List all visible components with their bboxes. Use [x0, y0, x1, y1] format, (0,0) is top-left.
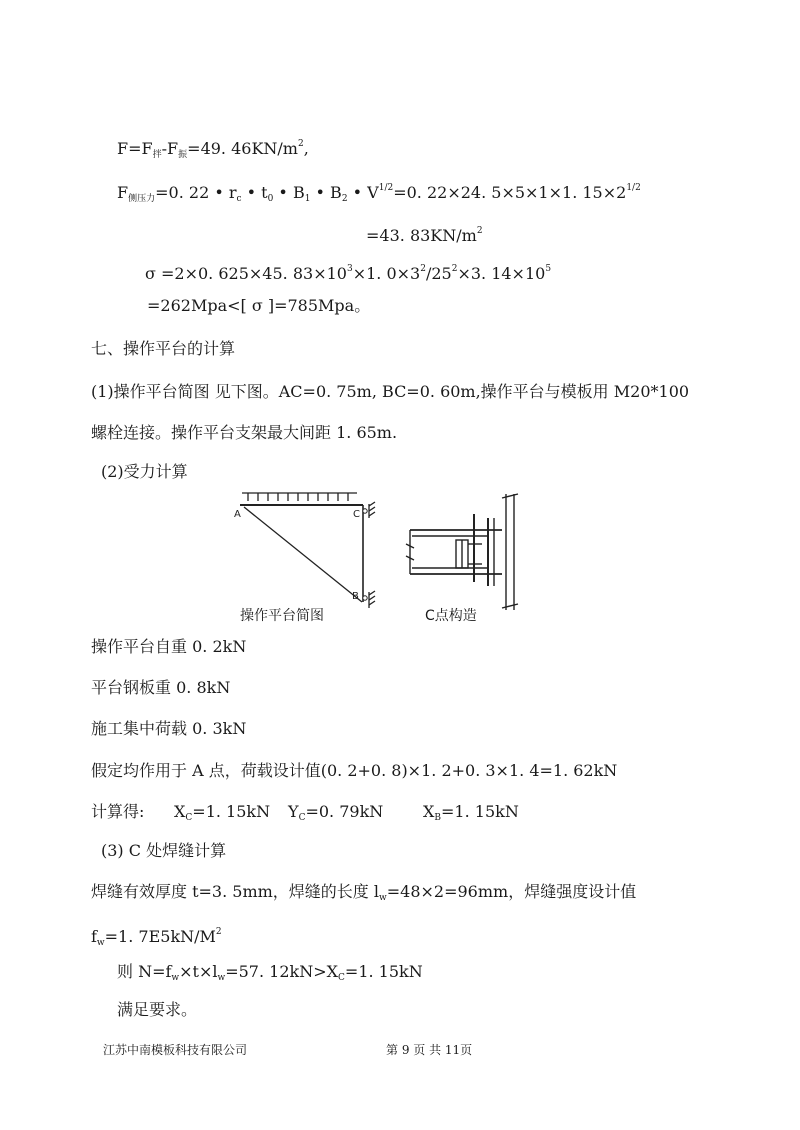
formula-sigma: σ =2×0. 625×45. $83\times 10^3\times 1$. $0\times 3^2/25^2\times 3$. $14\times 10^5$ [145, 264, 552, 283]
load-arrows [248, 493, 348, 501]
load-self-weight: 操作平台自重 0. 2kN [91, 637, 247, 656]
formula-sigma-result: =262Mpa<[ σ ]=785Mpa。 [147, 296, 371, 315]
label-b: B [352, 591, 359, 602]
section3-heading: (3) C 处焊缝计算 [101, 841, 227, 860]
footer-company: 江苏中南模板科技有限公司 [103, 1043, 248, 1057]
item1-line1: (1)操作平台简图 见下图。AC=0. 75m, BC=0. 60m,操作平台与模板用 M20*100 [91, 382, 690, 401]
pin-b [363, 596, 367, 600]
formula-side-pressure: $F_{侧压力}=0$. 22 • $r_c$ • $t_0$ • $B_1$ • $B_2$ • $V^{1/2}=0$. 22×24. 5×5×1×1. $15\times 2^{1/2}$ [117, 183, 641, 204]
conclusion: 满足要求。 [117, 1000, 198, 1019]
label-c: C [353, 509, 360, 520]
result-xb: $X_B=1$. 15kN [423, 802, 519, 823]
footer-page-number: 第 9 页 共 11页 [386, 1043, 473, 1057]
item2-heading: (2)受力计算 [101, 462, 188, 481]
diagonal-ab [244, 507, 362, 602]
formula-f-line: $F=F_拌-F_振=49$. $46KN/m^2$, [117, 139, 309, 160]
label-a: A [234, 509, 241, 520]
pin-c [363, 509, 367, 513]
node-c-diagram [398, 486, 530, 614]
section-heading-7: 七、操作平台的计算 [91, 339, 236, 358]
load-plate-weight: 平台钢板重 0. 8kN [91, 678, 231, 697]
platform-diagram [234, 484, 384, 616]
results-label: 计算得: [91, 802, 145, 821]
weld-line1: 焊缝有效厚度 t=3. 5mm，焊缝的长度 $l_w=48\times 2=96mm$，焊缝强度设计值 [91, 882, 637, 903]
weld-line2: $f_w=1$. $7E5kN/M^2$ [91, 927, 222, 948]
item1-line2: 螺栓连接。操作平台支架最大间距 1. 65m. [91, 423, 398, 442]
platform-caption: 操作平台简图 [240, 608, 324, 624]
result-yc: $Y_C=0$. 79kN [288, 802, 384, 823]
load-construction: 施工集中荷载 0. 3kN [91, 719, 247, 738]
result-xc: $X_C=1$. 15kN [174, 802, 271, 823]
weld-line3: 则 $N=f_w\times t\times l_w=57$. $12kN>X_C=1$. 15kN [117, 962, 423, 983]
load-design-value: 假定均作用于 A 点，荷载设计值(0. 2+0. 8)×1. 2+0. 3×1. 4=1. 62kN [91, 761, 618, 780]
node-c-caption: C点构造 [425, 608, 477, 624]
formula-side-result: =43. $83KN/m^2$ [366, 226, 483, 245]
